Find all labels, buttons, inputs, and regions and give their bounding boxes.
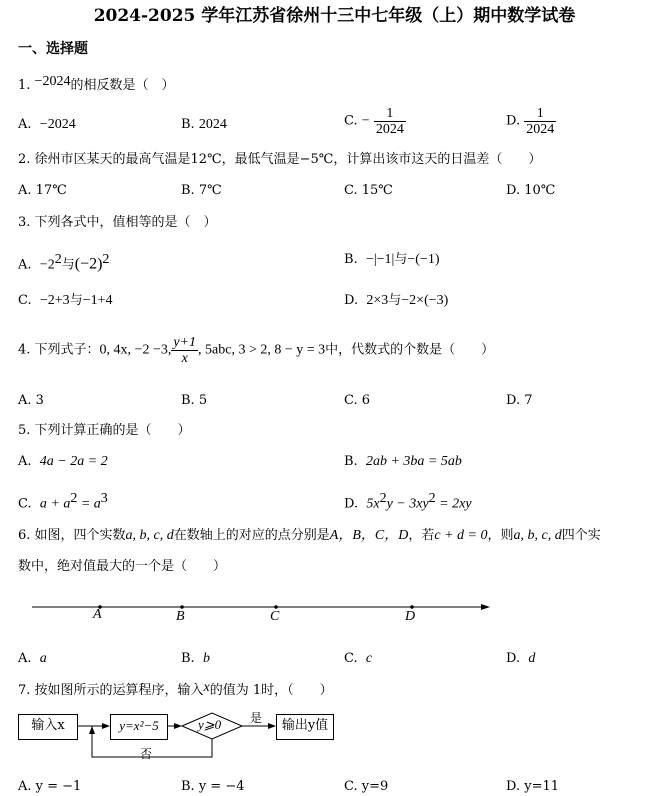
q2-option-c[interactable]: C. 15℃: [344, 183, 393, 198]
q1-option-b[interactable]: B. 2024: [181, 117, 227, 132]
q3-option-d[interactable]: D. 2×3与−2×(−3): [344, 293, 449, 308]
q6-option-a[interactable]: A. a: [18, 651, 47, 666]
flowchart-lines: [0, 705, 669, 765]
q4-fraction: $\frac{y+1}{x}$: [173, 335, 197, 366]
q2-option-b[interactable]: B. 7℃: [181, 183, 222, 198]
flow-output-box: 输出y值: [276, 714, 334, 740]
number-line-arrow: [481, 604, 490, 610]
flow-formula-box: y=x²−5: [110, 714, 168, 740]
q3-option-a[interactable]: A. $-2^2$与$(-2)^2$: [18, 252, 110, 273]
flow-input-box: 输入x: [18, 714, 78, 740]
question-6-line-1: 6. 如图，四个实数a, b, c, d在数轴上的对应的点分别是A，B，C，D，若c + d = 0，则a, b, c, d四个实: [18, 528, 601, 543]
q5-option-d[interactable]: D. $5x^2y - 3xy^2 = 2xy$: [344, 491, 472, 512]
q5-option-b[interactable]: B. 2ab + 3ba = 5ab: [344, 454, 462, 469]
q1-d-fraction: $\frac{1}{2024}$: [526, 106, 555, 137]
question-7: 7. 按如图所示的运算程序，输入x的值为 1时，（ ）: [18, 680, 333, 698]
q1-option-c[interactable]: C. − $\frac{1}{2024}$: [344, 106, 404, 137]
q7-option-c[interactable]: C. y=9: [344, 779, 389, 794]
q3-option-b[interactable]: B. −|−1|与−(−1): [344, 252, 440, 267]
point-b-label: B: [176, 609, 185, 624]
question-2: 2. 徐州市区某天的最高气温是12℃，最低气温是−5℃，计算出该市这天的日温差（ ）: [18, 152, 542, 167]
q1-math: −2024: [34, 74, 71, 89]
q4-option-a[interactable]: A. 3: [18, 393, 44, 408]
q1-c-fraction: $\frac{1}{2024}$: [375, 106, 404, 137]
q2-option-a[interactable]: A. 17℃: [18, 183, 67, 198]
point-a-label: A: [93, 607, 102, 622]
point-d-label: D: [405, 609, 416, 624]
q4-option-b[interactable]: B. 5: [181, 393, 208, 408]
exam-title: 2024-2025 学年江苏省徐州十三中七年级（上）期中数学试卷: [93, 6, 576, 26]
question-6-line-2: 数中，绝对值最大的一个是（ ）: [18, 559, 227, 574]
point-c-label: C: [270, 609, 280, 624]
q6-option-d[interactable]: D. d: [506, 651, 536, 666]
section-heading: 一、选择题: [18, 41, 88, 57]
question-1: 1. −2024的相反数是（ ）: [18, 74, 175, 93]
q3-option-c[interactable]: C. −2+3与−1+4: [18, 293, 113, 308]
q5-option-c[interactable]: C. $a + a^2 = a^3$: [18, 491, 108, 512]
q5-option-a[interactable]: A. 4a − 2a = 2: [18, 454, 108, 469]
flow-condition: y⩾0: [198, 717, 222, 732]
q7-option-b[interactable]: B. y = −4: [181, 779, 245, 794]
q7-option-a[interactable]: A. y = −1: [18, 779, 82, 794]
q1-option-a[interactable]: A. −2024: [18, 117, 76, 132]
question-5: 5. 下列计算正确的是（ ）: [18, 423, 191, 438]
q6-option-b[interactable]: B. b: [181, 651, 210, 666]
q2-option-d[interactable]: D. 10℃: [506, 183, 556, 198]
question-4: 4. 下列式子：0, 4x, −2 −3, $\frac{y+1}{x}$ , 5abc, 3 > 2, 8 − y = 3中，代数式的个数是（ ）: [18, 335, 495, 366]
q4-option-c[interactable]: C. 6: [344, 393, 371, 408]
flow-yes-label: 是: [250, 711, 263, 725]
question-3: 3. 下列各式中，值相等的是（ ）: [18, 215, 217, 230]
flow-no-label: 否: [140, 747, 153, 761]
q7-option-d[interactable]: D. y=11: [506, 779, 560, 794]
q1-option-d[interactable]: D. $\frac{1}{2024}$: [506, 106, 555, 137]
q6-option-c[interactable]: C. c: [344, 651, 373, 666]
q4-option-d[interactable]: D. 7: [506, 393, 533, 408]
